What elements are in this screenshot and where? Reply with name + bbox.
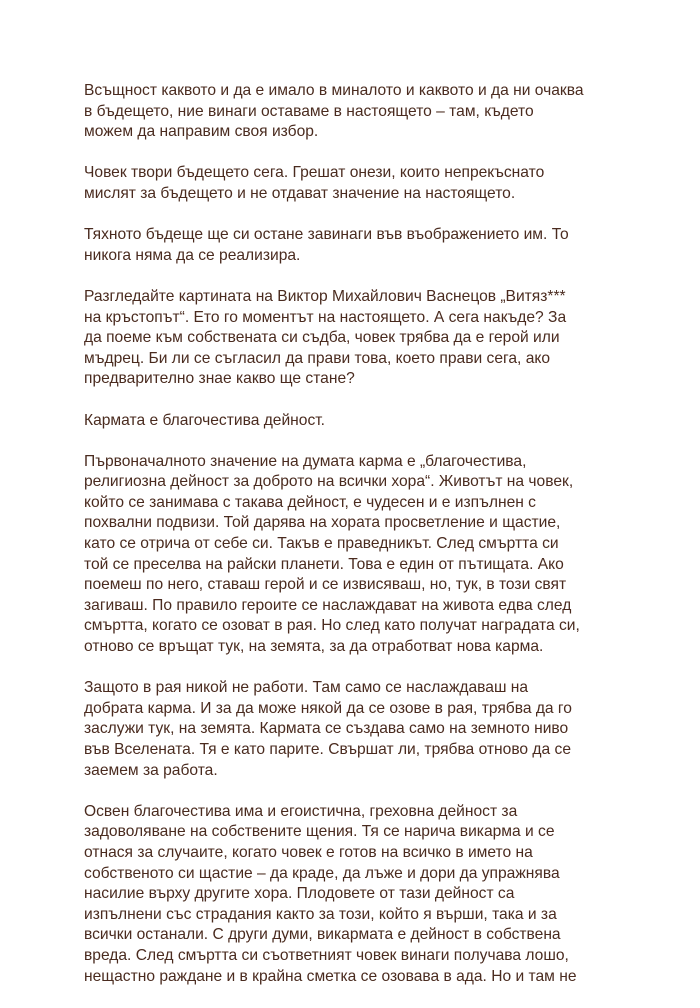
paragraph: [84, 163, 624, 204]
text-line: във Вселената. Тя е като парите. Свършат ли, трябва отново да се: [84, 741, 572, 758]
text-line: мислят за бъдещето и не отдават значение на настоящето.: [84, 184, 516, 202]
text-line: мъдрец. Би ли се съгласил да прави това, което прави сега, ако: [84, 349, 551, 367]
text-line: Кармата е благочестива дейност.: [84, 411, 326, 429]
text-line: отнася за случаите, когато човек е готов на всичко в името на: [84, 843, 533, 861]
paragraph: [84, 802, 624, 987]
text-line: изпълнени със страдания както за този, който я върши, така и за: [84, 905, 557, 923]
text-line: предварително знае какво ще стане?: [84, 370, 355, 388]
text-line: насилие върху другите хора. Плодовете от тази дейност са: [84, 885, 515, 903]
text-line: Защото в рая никой не работи. Там само се наслаждаваш на: [84, 679, 529, 697]
text-line: загиваш. По правило героите се наслаждават на живота едва след: [84, 596, 572, 614]
paragraph: [84, 225, 624, 266]
text-line: заемем за работа.: [84, 761, 218, 779]
text-line: да поеме към собствената си съдба, човек трябва да е герой или: [84, 329, 560, 347]
text-line: задоволяване на собствените щения. Тя се нарича викарма и се: [84, 823, 555, 841]
text-line: добрата карма. И за да може някой да се озове в рая, трябва да го: [84, 699, 572, 717]
text-line: всички останали. С други думи, викармата е дейност в собствена: [84, 926, 561, 944]
text-line: похвални подвизи. Той дарява на хората просветление и щастие,: [84, 514, 561, 532]
paragraph: [84, 678, 624, 781]
document-body: [84, 81, 624, 1008]
text-line: можем да направим своя избор.: [84, 123, 319, 141]
text-line: собственото си щастие – да краде, да лъже и дори да упражнява: [84, 864, 560, 882]
text-line: в бъдещето, ние винаги оставаме в настоящето – там, където: [84, 102, 534, 120]
paragraph: [84, 81, 624, 143]
text-line: смъртта, когато се озоват в рая. Но след като получат наградата си,: [84, 617, 580, 635]
text-line: заслужи тук, на земята. Кармата се създава само на земното ниво: [84, 720, 569, 738]
text-line: Човек твори бъдещето сега. Грешат онези, които непрекъснато: [84, 164, 545, 182]
text-line: Тяхното бъдеще ще си остане завинаги във въображението им. То: [84, 226, 569, 244]
text-line: отново се връщат тук, на земята, за да отработват нова карма.: [84, 638, 544, 656]
text-line: който се занимава с такава дейност, е чудесен и е изпълнен с: [84, 493, 536, 511]
text-line: Разгледайте картината на Виктор Михайлович Васнецов „Витяз***: [84, 287, 566, 305]
text-line: никога няма да се реализира.: [84, 246, 301, 264]
text-line: Освен благочестива има и егоистична, греховна дейност за: [84, 802, 518, 820]
paragraph: [84, 411, 624, 432]
text-line: религиозна дейност за доброто на всички хора“. Животът на човек,: [84, 473, 574, 491]
text-line: на кръстопът“. Ето го моментът на настоящето. А сега накъде? За: [84, 308, 567, 326]
text-line: той се преселва на райски планети. Това е един от пътищата. Ако: [84, 555, 564, 573]
text-line: вреда. След смъртта си съответният човек винаги получава лошо,: [84, 946, 569, 964]
text-line: поемеш по него, ставаш герой и се извисяваш, но, тук, в този свят: [84, 576, 567, 594]
paragraph: [84, 452, 624, 658]
text-line: Всъщност каквото и да е имало в миналото и каквото и да ни очаква: [84, 82, 584, 99]
text-line: Първоначалното значение на думата карма е „благочестива,: [84, 452, 527, 470]
paragraph: [84, 287, 624, 390]
text-line: като се отрича от себе си. Такъв е праведникът. След смъртта си: [84, 535, 559, 553]
text-line: нещастно раждане и в крайна сметка се озовава в ада. Но и там не: [84, 967, 577, 985]
